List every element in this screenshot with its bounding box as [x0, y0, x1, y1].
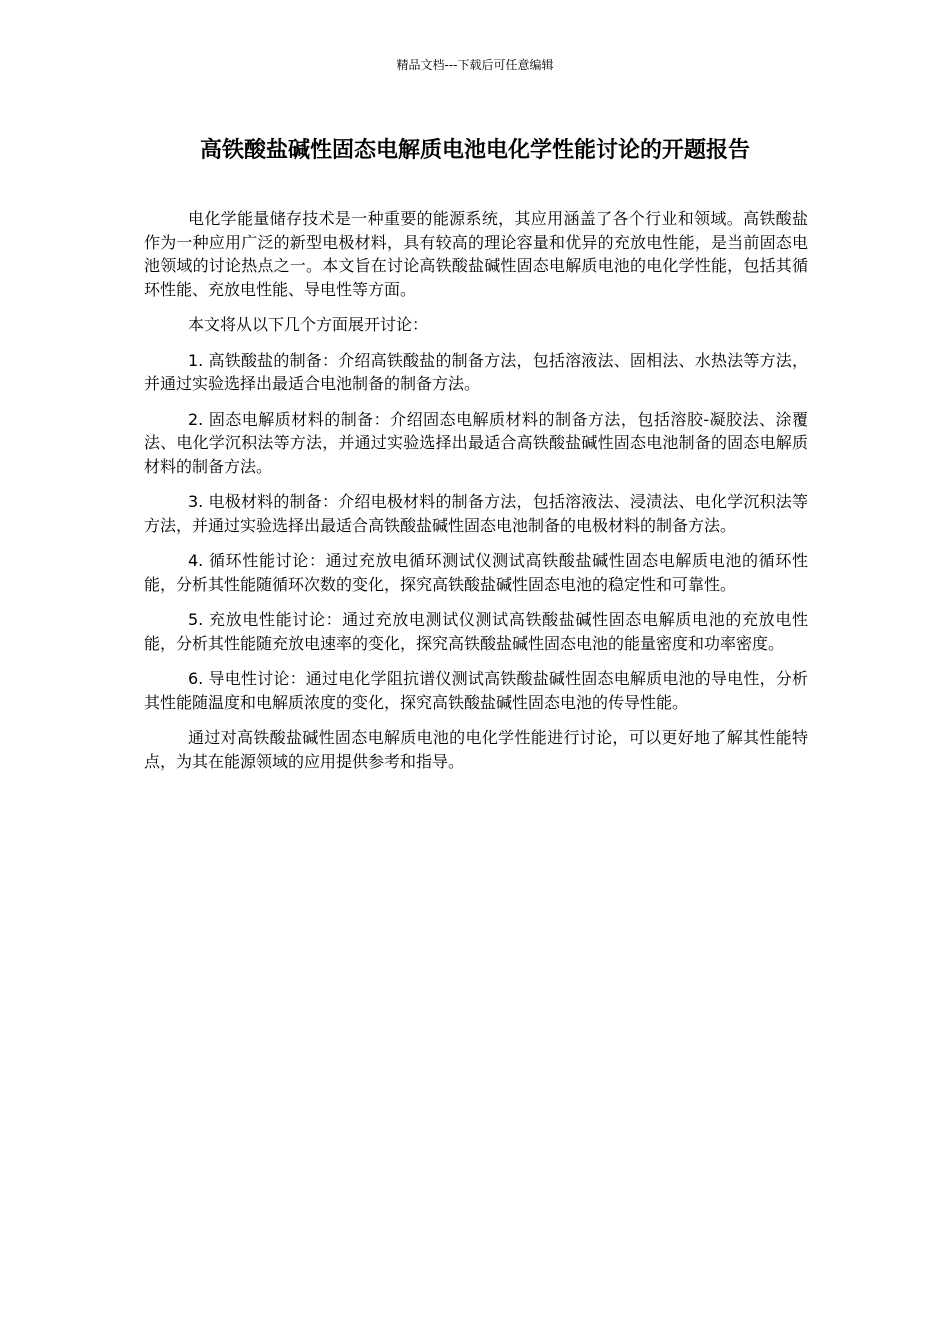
paragraph-conclusion: 通过对高铁酸盐碱性固态电解质电池的电化学性能进行讨论，可以更好地了解其性能特点，为其在能源领域的应用提供参考和指导。 — [144, 728, 808, 771]
document-title: 高铁酸盐碱性固态电解质电池电化学性能讨论的开题报告 — [199, 138, 750, 163]
paragraph-item-2: 2. 固态电解质材料的制备：介绍固态电解质材料的制备方法，包括溶胶-凝胶法、涂覆法、电化学沉积法等方法，并通过实验选择出最适合高铁酸盐碱性固态电池制备的固态电解质材料的制备方法。 — [144, 409, 808, 476]
paragraph-item-6: 6. 导电性讨论：通过电化学阻抗谱仪测试高铁酸盐碱性固态电解质电池的导电性，分析其性能随温度和电解质浓度的变化，探究高铁酸盐碱性固态电池的传导性能。 — [144, 669, 808, 712]
header-note: 精品文档---下载后可任意编辑 — [396, 58, 554, 72]
paragraph-item-1: 1. 高铁酸盐的制备：介绍高铁酸盐的制备方法，包括溶液法、固相法、水热法等方法，并通过实验选择出最适合电池制备的制备方法。 — [144, 350, 808, 393]
paragraph-item-4: 4. 循环性能讨论：通过充放电循环测试仪测试高铁酸盐碱性固态电解质电池的循环性能，分析其性能随循环次数的变化，探究高铁酸盐碱性固态电池的稳定性和可靠性。 — [144, 551, 808, 594]
document-body — [144, 207, 808, 785]
paragraph-outline-lead: 本文将从以下几个方面展开讨论： — [188, 315, 429, 334]
paragraph-intro: 电化学能量储存技术是一种重要的能源系统，其应用涵盖了各个行业和领域。高铁酸盐作为一种应用广泛的新型电极材料，具有较高的理论容量和优异的充放电性能，是当前固态电池领域的讨论热点之一。本文旨在讨论高铁酸盐碱性固态电解质电池的电化学性能，包括其循环性能、充放电性能、导电性等方面。 — [144, 209, 808, 299]
paragraph-item-5: 5. 充放电性能讨论：通过充放电测试仪测试高铁酸盐碱性固态电解质电池的充放电性能，分析其性能随充放电速率的变化，探究高铁酸盐碱性固态电池的能量密度和功率密度。 — [144, 610, 808, 653]
paragraph-item-3: 3. 电极材料的制备：介绍电极材料的制备方法，包括溶液法、浸渍法、电化学沉积法等方法，并通过实验选择出最适合高铁酸盐碱性固态电池制备的电极材料的制备方法。 — [144, 492, 808, 535]
